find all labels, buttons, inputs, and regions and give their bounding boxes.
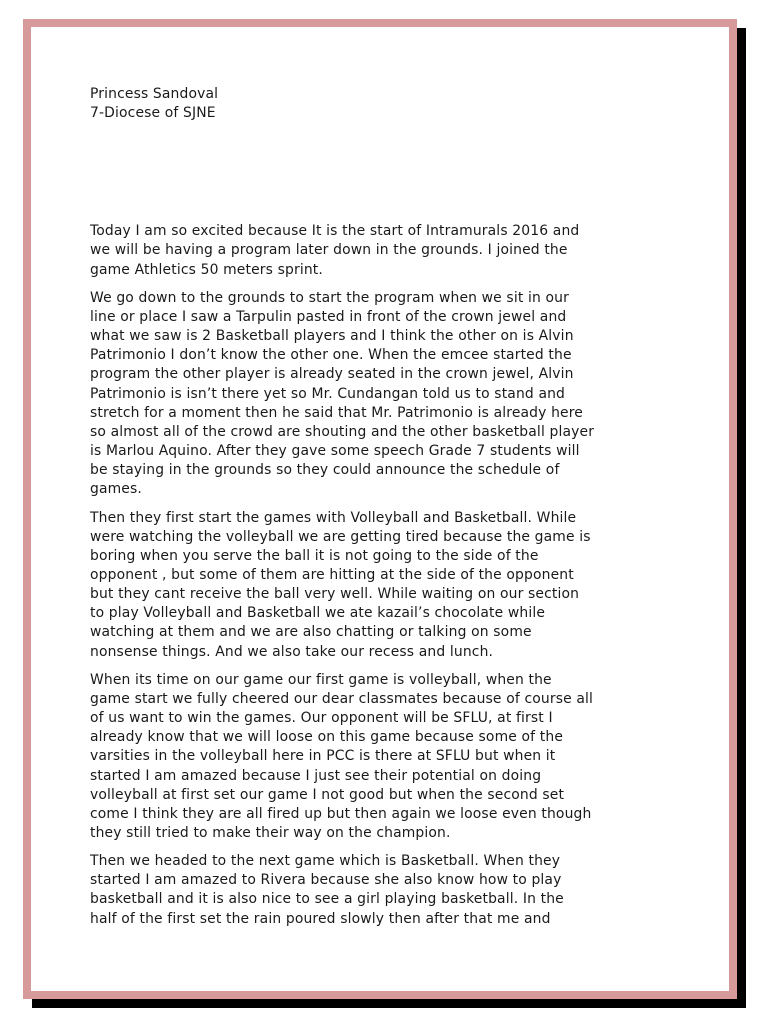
page-frame bbox=[23, 19, 737, 999]
document-body bbox=[90, 85, 682, 938]
document-header bbox=[90, 85, 682, 123]
document-page bbox=[31, 27, 729, 991]
section-name: 7-Diocese of SJNE bbox=[90, 105, 216, 122]
paragraph-1: Today I am so excited because It is the start of Intramurals 2016 and we will be having a program later down in the grounds. I joined the game Athletics 50 meters sprint. bbox=[90, 223, 580, 278]
paragraph-4: When its time on our game our first game is volleyball, when the game start we fully cheered our dear classmates because of course all of us want to win the games. Our opponent will be SFLU, at first I already know that we will loose on this game because some of the varsities in the volleyball here in PCC is there at SFLU but when it started I am amazed because I just see their potential on doing volleyball at first set our game I not good but when the second set come I think they are all fired up but then again we loose even though they still tried to make their way on the champion. bbox=[90, 671, 594, 841]
author-name: Princess Sandoval bbox=[90, 86, 219, 102]
paragraph-2: We go down to the grounds to start the program when we sit in our line or place I saw a Tarpulin pasted in front of the crown jewel and what we saw is 2 Basketball players and I think the other on is Alvin Patrimonio I don’t know the other one. When the emcee started the program the other player is already seated in the crown jewel, Alvin Patrimonio is isn’t there yet so Mr. Cundangan told us to stand and stretch for a moment then he said that Mr. Patrimonio is already here so almost all of the crowd are shouting and the other basketball player is Marlou Aquino. After they gave some speech Grade 7 students will be staying in the grounds so they could announce the schedule of games. bbox=[90, 289, 595, 498]
paragraph-5: Then we headed to the next game which is Basketball. When they started I am amazed to Rivera because she also know how to play basketball and it is also nice to see a girl playing basketball. In the half of the first set the rain poured slowly then after that me and bbox=[90, 853, 564, 927]
paragraph-3: Then they first start the games with Volleyball and Basketball. While were watching the volleyball we are getting tired because the game is boring when you serve the ball it is not going to the side of the opponent , but some of them are hitting at the side of the opponent but they cant receive the ball very well. While waiting on our section to play Volleyball and Basketball we ate kazail’s chocolate while watching at them and we are also chatting or talking on some nonsense things. And we also take our recess and lunch. bbox=[90, 509, 591, 660]
